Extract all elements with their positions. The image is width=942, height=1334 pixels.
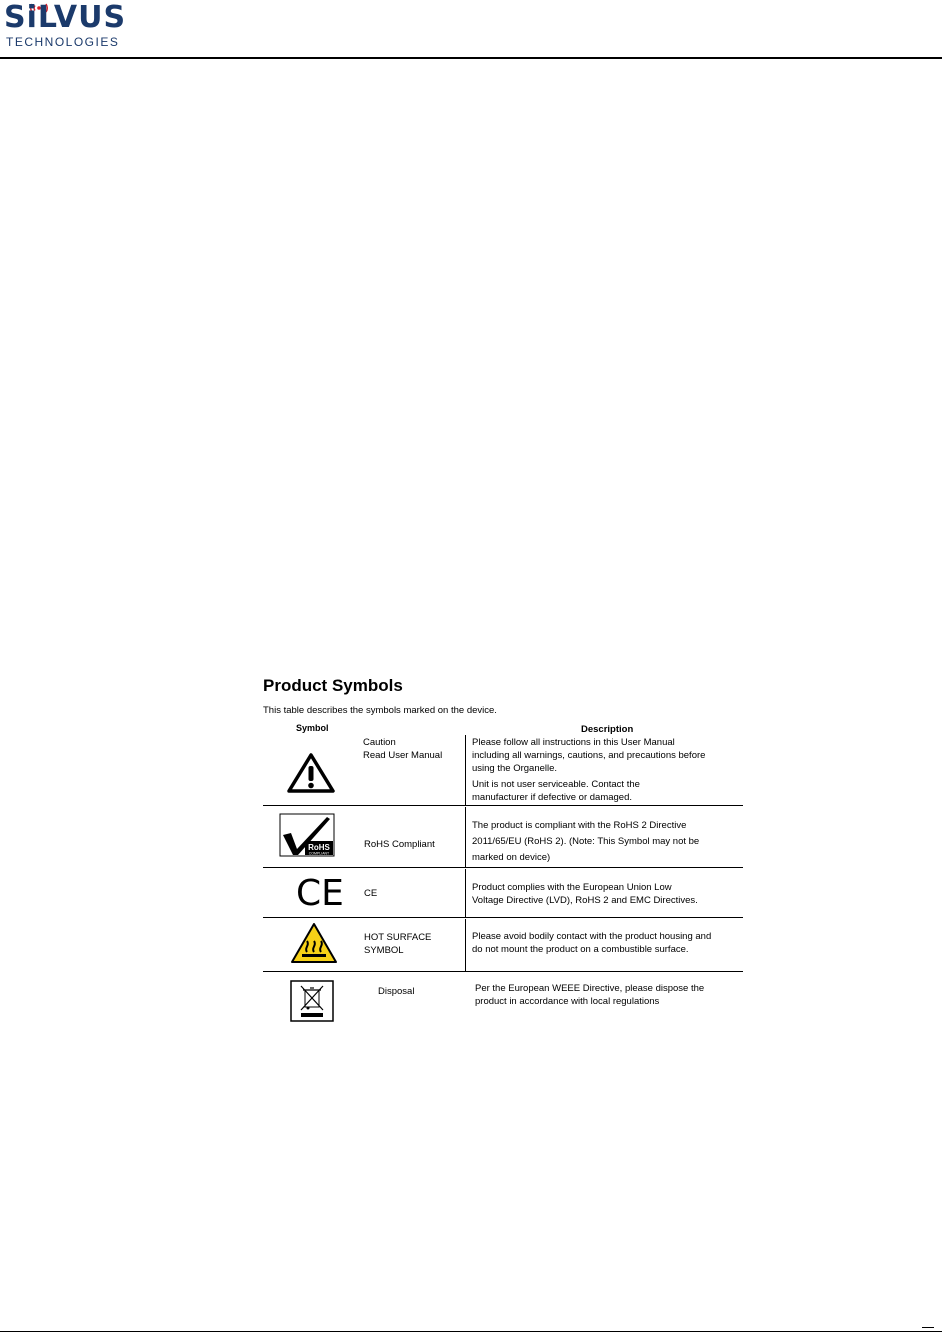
- symbol-name: Disposal: [378, 986, 415, 997]
- footer-divider: [0, 1331, 942, 1332]
- column-header-description: Description: [581, 724, 634, 735]
- column-divider: [465, 919, 466, 971]
- symbol-description: Please avoid bodily contact with the product housing and do not mount the product on a combustible surface.: [472, 931, 712, 955]
- symbol-description: Product complies with the European Union Low Voltage Directive (LVD), RoHS 2 and EMC Directives.: [472, 882, 698, 906]
- symbol-description: The product is compliant with the RoHS 2 Directive 2011/65/EU (RoHS 2). (Note: This Symbol may not be marked on device): [472, 820, 700, 863]
- symbol-name: HOT SURFACE SYMBOL: [364, 932, 432, 956]
- column-divider: [465, 735, 466, 805]
- row-divider: [263, 917, 743, 918]
- logo-wordmark: SiLVUS: [4, 0, 127, 35]
- svg-text:RoHS: RoHS: [308, 843, 330, 852]
- weee-disposal-icon: [290, 980, 334, 1022]
- company-logo: [4, 2, 134, 50]
- row-divider: [263, 971, 743, 972]
- symbol-description: Per the European WEEE Directive, please dispose the product in accordance with local regulations: [475, 983, 705, 1007]
- row-divider: [263, 805, 743, 806]
- header-divider: [0, 57, 942, 59]
- column-divider: [465, 869, 466, 917]
- symbol-name: Caution Read User Manual: [363, 737, 443, 761]
- page-number-mark: [922, 1327, 934, 1328]
- column-divider: [465, 807, 466, 867]
- ce-mark-icon: [294, 873, 346, 911]
- column-header-symbol: Symbol: [296, 723, 329, 733]
- section-title: Product Symbols: [263, 676, 403, 695]
- caution-triangle-icon: [287, 753, 335, 793]
- row-divider: [263, 867, 743, 868]
- svg-text:CE: CE: [296, 873, 344, 911]
- logo-subtitle: TECHNOLOGIES: [6, 35, 120, 49]
- hot-surface-icon: [290, 922, 338, 964]
- symbol-name: RoHS Compliant: [364, 839, 435, 850]
- symbol-description: Please follow all instructions in this User Manual including all warnings, cautions, and precautions before using the Organelle. Unit is not user serviceable. Contact the manufacturer if defective or damaged.: [472, 737, 706, 803]
- svg-text:COMPLIANT: COMPLIANT: [308, 851, 330, 856]
- symbol-name: CE: [364, 888, 378, 899]
- section-intro: This table describes the symbols marked on the device.: [263, 705, 497, 716]
- rohs-compliant-icon: [279, 813, 335, 857]
